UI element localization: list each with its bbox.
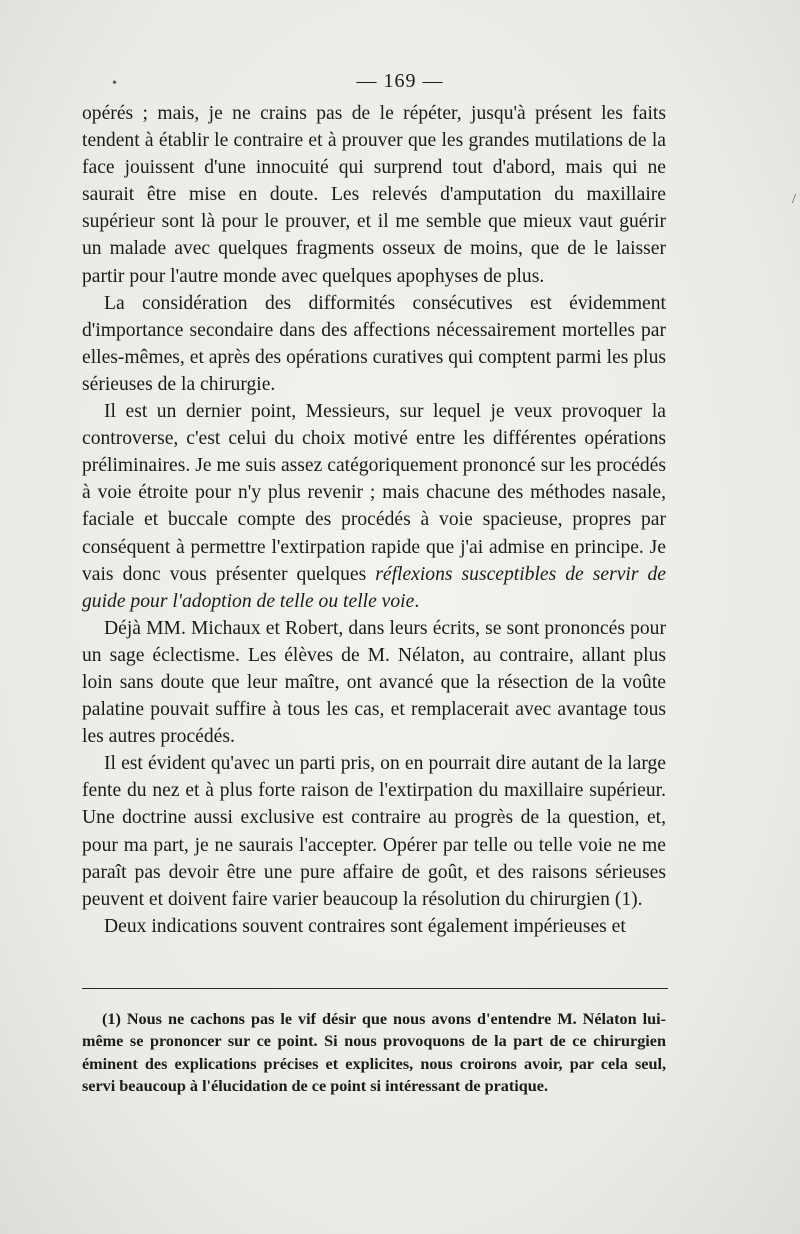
paragraph-3 — [82, 398, 666, 615]
main-text — [82, 100, 666, 940]
margin-dot-mark: • — [112, 76, 117, 91]
page-number: — 169 — — [356, 70, 444, 92]
paragraph-1: opérés ; mais, je ne crains pas de le répéter, jusqu'à présent les faits tendent à établir le contraire et à prouver que les grandes mutilations de la face jouissent d'une innocuité qui surprend tout d'abord, mais qui ne saurait être mise en doute. Les relevés d'amputation du maxillaire supérieur sont là pour le prouver, et il me semble que mieux vaut guérir un malade avec quelques fragments osseux de moins, que de le laisser partir pour l'autre monde avec quelques apophyses de plus. — [82, 103, 666, 287]
footnote: (1) Nous ne cachons pas le vif désir que nous avons d'entendre M. Nélaton lui-même se prononcer sur ce point. Si nous provoquons de la part de ce chirurgien éminent des explications précises et explicites, nous croirons avoir, par cela seul, servi beaucoup à l'élucidation de ce point si intéressant de pratique. — [82, 1010, 666, 1096]
paragraph-3-end: . — [414, 590, 420, 612]
paragraph-2: La considération des difformités consécutives est évidemment d'importance secondaire dans des affections nécessairement mortelles par elles-mêmes, et après des opérations curatives qui comptent parmi les plus sérieuses de la chirurgie. — [82, 292, 666, 395]
paragraph-4: Déjà MM. Michaux et Robert, dans leurs écrits, se sont prononcés pour un sage éclectisme. Les élèves de M. Nélaton, au contraire, allant plus loin sans doute que leur maître, ont avancé que la résection de la voûte palatine pouvait suffire à tous les cas, et remplacerait avec avantage tous les autres procédés. — [82, 617, 666, 748]
paragraph-3-text: Il est un dernier point, Messieurs, sur lequel je veux provoquer la controverse, c'est celui du choix motivé entre les différentes opérations préliminaires. Je me suis assez catégoriquement prononcé sur les procédés à voie étroite pour n'y plus revenir ; mais chacune des méthodes nasale, faciale et buccale compte des procédés à voie spacieuse, propres par conséquent à permettre l'extirpation rapide que j'ai admise en principe. Je vais donc vous présenter quelques — [82, 401, 666, 585]
margin-slash-mark: / — [792, 192, 796, 207]
paragraph-6: Deux indications souvent contraires sont également impérieuses et — [104, 915, 626, 937]
paragraph-5: Il est évident qu'avec un parti pris, on en pourrait dire autant de la large fente du nez et à plus forte raison de l'extirpation du maxillaire supérieur. Une doctrine aussi exclusive est contraire au progrès de la question, et, pour ma part, je ne saurais l'accepter. Opérer par telle ou telle voie ne me paraît pas devoir être une pure affaire de goût, et des raisons sérieuses peuvent et doivent faire varier beaucoup la résolution du chirurgien (1). — [82, 753, 666, 910]
footnote-divider — [82, 988, 668, 989]
paragraph-3-italic-phrase: réflexions susceptibles de servir de guide pour l'adoption de telle ou telle voie — [82, 563, 666, 612]
